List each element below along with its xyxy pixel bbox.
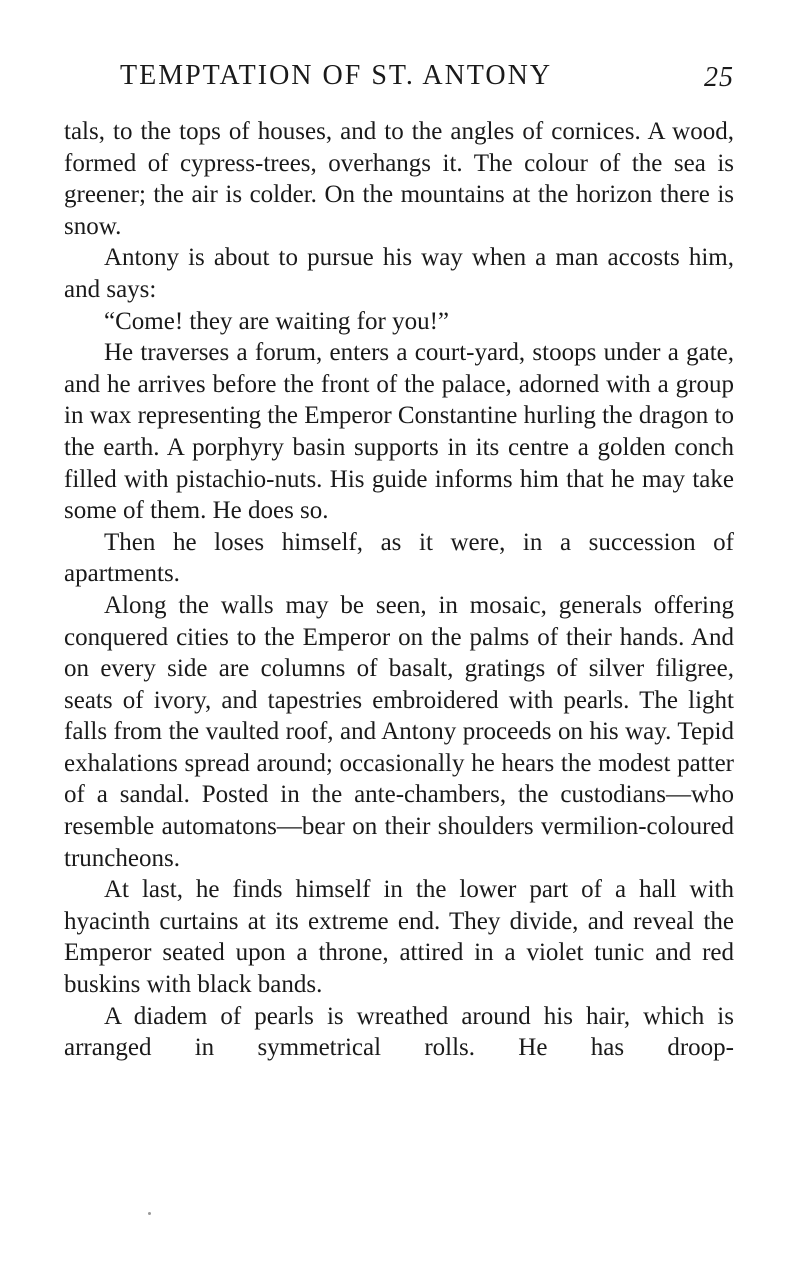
paragraph-1: tals, to the tops of houses, and to the angles of cornices. A wood, formed of cypress-trees, overhangs it. The colour of the sea is greener; the air is colder. On the mountains at the horizon there is snow. bbox=[64, 118, 734, 240]
paragraph-5: Then he loses himself, as it were, in a succession of apartments. bbox=[64, 528, 734, 588]
running-head-title: TEMPTATION OF ST. ANTONY bbox=[120, 60, 553, 91]
running-head bbox=[64, 58, 734, 98]
paragraph-2: Antony is about to pursue his way when a man accosts him, and says: bbox=[64, 244, 734, 303]
body-text bbox=[64, 116, 734, 1064]
paragraph-7: At last, he finds himself in the lower part of a hall with hyacinth curtains at its extreme end. They divide, and reveal the Emperor seated upon a throne, attired in a violet tunic and red buskins with black bands. bbox=[64, 876, 734, 999]
paragraph-8: A diadem of pearls is wreathed around his hair, which is arranged in symmetrical rolls. He has droop- bbox=[64, 1002, 734, 1062]
page-number: 25 bbox=[704, 62, 734, 93]
paragraph-6: Along the walls may be seen, in mosaic, generals offering conquered cities to the Emperor on the palms of their hands. And on every side are columns of basalt, gratings of silver filigree, seats of ivory, and tapestries embroidered with pearls. The light falls from the vaulted roof, and Antony proceeds on his way. Tepid exhalations spread around; occasionally he hears the modest patter of a sandal. Posted in the ante-chambers, the custodians—who resemble automatons—bear on their shoulders vermilion-coloured truncheons. bbox=[64, 591, 734, 872]
book-page bbox=[64, 58, 734, 1064]
paper-speck bbox=[148, 1212, 151, 1215]
paragraph-3: “Come! they are waiting for you!” bbox=[104, 307, 450, 335]
paragraph-4: He traverses a forum, enters a court-yard, stoops under a gate, and he arrives before the front of the palace, adorned with a group in wax representing the Emperor Constantine hurling the dragon to the earth. A porphyry basin supports in its centre a golden conch filled with pistachio-nuts. His guide informs him that he may take some of them. He does so. bbox=[64, 339, 734, 525]
